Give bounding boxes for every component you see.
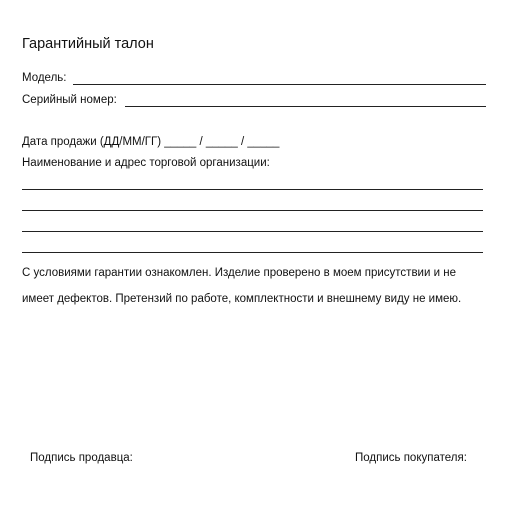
page-title: Гарантийный талон bbox=[22, 36, 154, 52]
acknowledgement-line: имеет дефектов. Претензий по работе, комплектности и внешнему виду не имею. bbox=[22, 293, 462, 305]
store-address-line[interactable] bbox=[22, 189, 483, 190]
acknowledgement-line: С условиями гарантии ознакомлен. Изделие проверено в моем присутствии и не bbox=[22, 267, 456, 279]
acknowledgement-text bbox=[22, 260, 492, 312]
seller-signature-label: Подпись продавца: bbox=[30, 452, 133, 464]
model-field-line[interactable] bbox=[73, 84, 486, 85]
store-address-line[interactable] bbox=[22, 252, 483, 253]
store-address-line[interactable] bbox=[22, 231, 483, 232]
buyer-signature-label: Подпись покупателя: bbox=[355, 452, 467, 464]
serial-number-label: Серийный номер: bbox=[22, 94, 117, 106]
model-label: Модель: bbox=[22, 72, 67, 84]
sale-date-label: Дата продажи (ДД/ММ/ГГ) _____ / _____ / _____ bbox=[22, 136, 280, 148]
store-name-address-label: Наименование и адрес торговой организации: bbox=[22, 157, 270, 169]
serial-number-field-line[interactable] bbox=[125, 106, 486, 107]
store-address-line[interactable] bbox=[22, 210, 483, 211]
